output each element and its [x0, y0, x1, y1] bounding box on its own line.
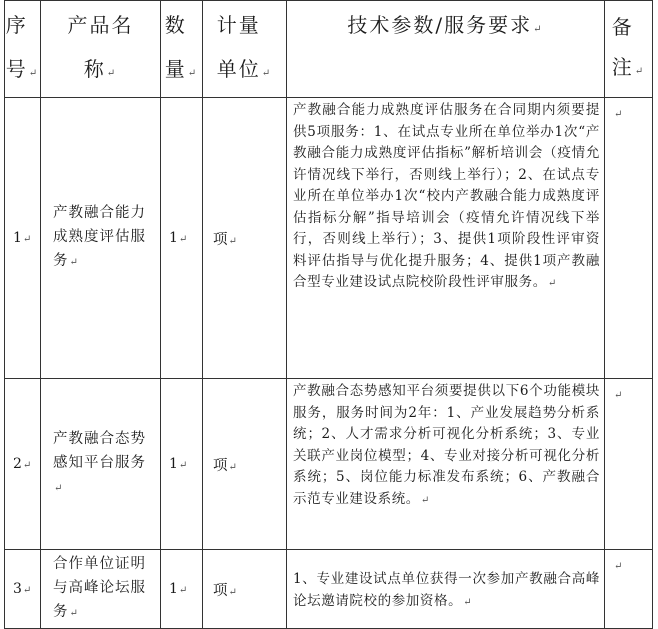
quantity: 1↵ [161, 379, 203, 550]
service-requirements: 产教融合态势感知平台须要提供以下6个功能模块服务，服务时间为2年：1、产业发展趋势分析系统；2、人才需求分析可视化分析系统；3、专业关联产业岗位模型；4、专业对接分析可视化分析系统；5、岗位能力标准发布系统；6、产教融合示范专业建设系统。↵ [287, 379, 605, 550]
header-idx: 序 号↵ [5, 1, 41, 98]
table-row [5, 550, 653, 629]
header-row [5, 1, 653, 98]
row-index: 1↵ [5, 98, 41, 379]
spec-table [4, 0, 653, 629]
service-requirements: 产教融合能力成熟度评估服务在合同期内须要提供5项服务：1、在试点专业所在单位举办1次“产教融合能力成熟度评估指标”解析培训会（疫情允许情况线下举行，否则线上举行）；2、在试点专业所在单位举办1次“校内产教融合能力成熟度评估指标分解”指导培训会（疫情允许情况线下举行，否则线上举行）；3、提供1项阶段性评审资料评估指导与优化提升服务；4、提供1项产教融合型专业建设试点院校阶段性评审服务。↵ [287, 98, 605, 379]
table-row [5, 98, 653, 379]
row-index: 2↵ [5, 379, 41, 550]
header-note: 备 注↵ [605, 1, 653, 98]
product-name: 产教融合能力成熟度评估服务↵ [41, 98, 161, 379]
note: ↵ [605, 379, 653, 550]
unit: 项↵ [203, 550, 287, 629]
product-name: 产教融合态势感知平台服务↵ [41, 379, 161, 550]
unit: 项↵ [203, 98, 287, 379]
note: ↵ [605, 98, 653, 379]
service-requirements: 1、专业建设试点单位获得一次参加产教融合高峰论坛邀请院校的参加资格。↵ [287, 550, 605, 629]
quantity: 1↵ [161, 98, 203, 379]
header-name: 产品名 称↵ [41, 1, 161, 98]
header-req: 技术参数/服务要求↵ [287, 1, 605, 98]
header-qty: 数 量↵ [161, 1, 203, 98]
note: ↵ [605, 550, 653, 629]
header-unit: 计量 单位↵ [203, 1, 287, 98]
quantity: 1↵ [161, 550, 203, 629]
table-row [5, 379, 653, 550]
unit: 项↵ [203, 379, 287, 550]
product-name: 合作单位证明与高峰论坛服务↵ [41, 550, 161, 629]
row-index: 3↵ [5, 550, 41, 629]
